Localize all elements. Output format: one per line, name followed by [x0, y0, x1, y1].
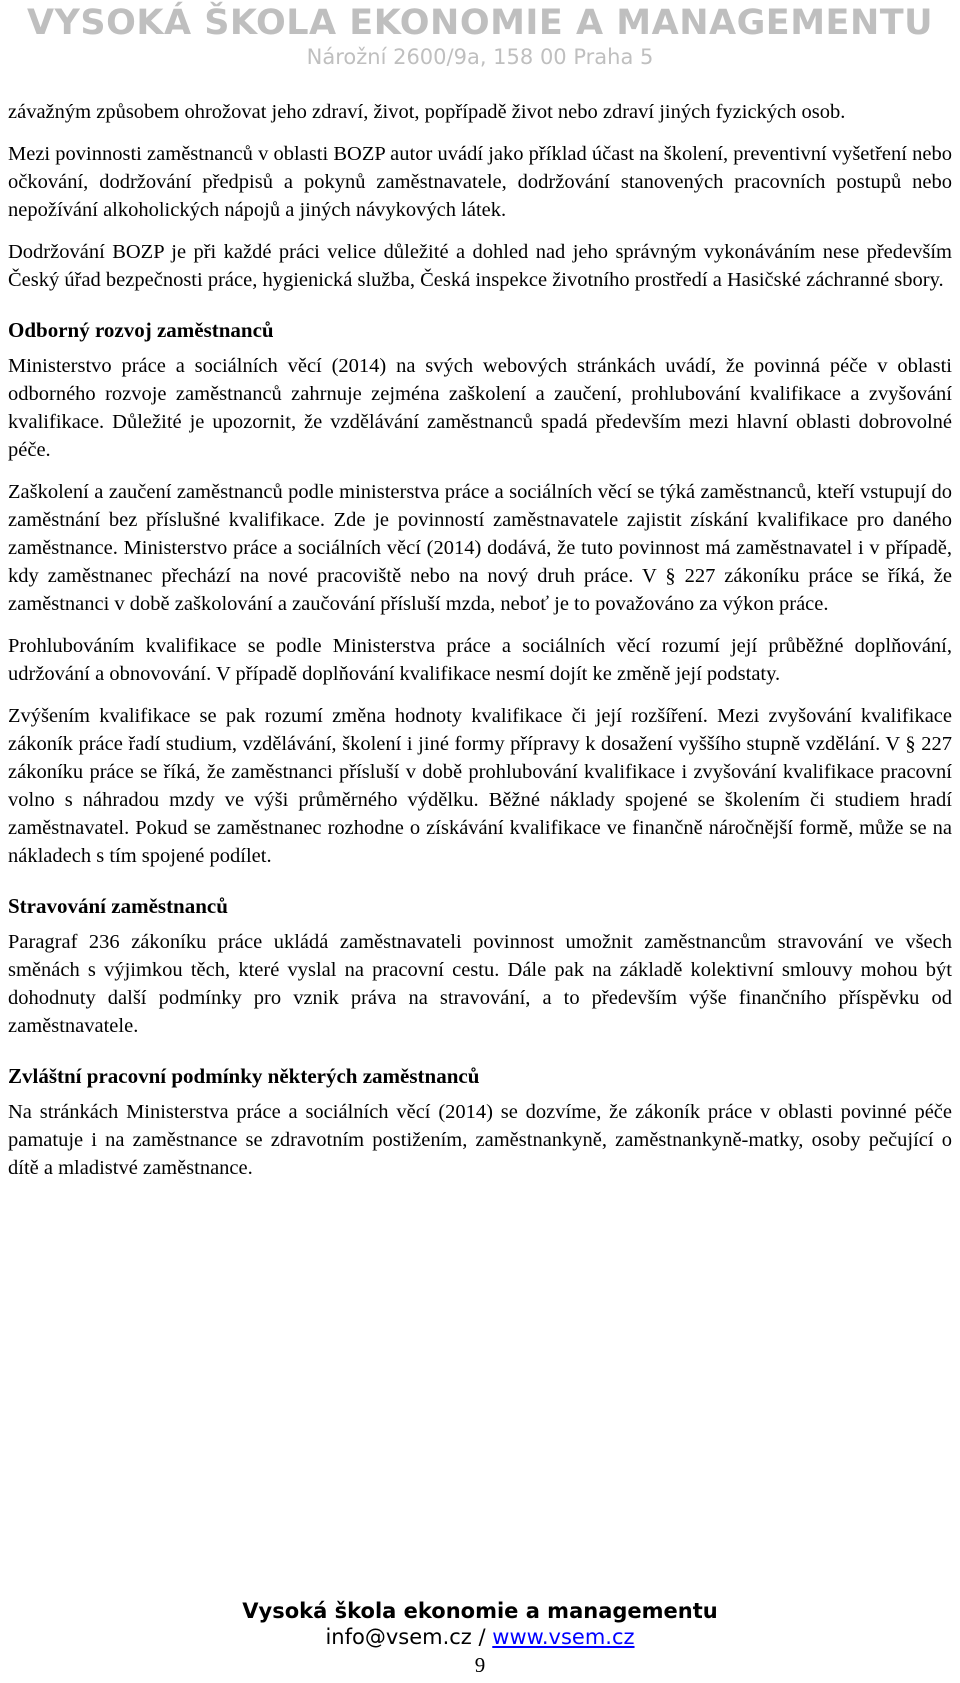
website-link[interactable]: www.vsem.cz: [492, 1625, 635, 1649]
paragraph: Dodržování BOZP je při každé práci velice důležité a dohled nad jeho správným vykonáváním nese především Český úřad bezpečnosti práce, hygienická služba, Česká inspekce životního prostředí a Hasičské záchranné sbory.: [8, 241, 952, 291]
page-header: [8, 0, 952, 70]
page-number: 9: [474, 1653, 486, 1677]
paragraph: Paragraf 236 zákoníku práce ukládá zaměstnavateli povinnost umožnit zaměstnancům stravování ve všech směnách s výjimkou těch, které vyslal na pracovní cestu. Dále pak na základě kolektivní smlouvy mohou být dohodnuty další podmínky pro vznik práva na stravování, a to především výše finančního příspěvku od zaměstnavatele.: [8, 931, 952, 1037]
header-title: VYSOKÁ ŠKOLA EKONOMIE A MANAGEMENTU: [26, 3, 934, 43]
paragraph: Mezi povinnosti zaměstnanců v oblasti BOZP autor uvádí jako příklad účast na školení, preventivní vyšetření nebo očkování, dodržování předpisů a pokynů zaměstnavatele, dodržování stanovených pracovních postupů nebo nepožívání alkoholických nápojů a jiných návykových látek.: [8, 143, 952, 221]
document-body: [8, 98, 952, 1182]
section-heading: Zvláštní pracovní podmínky některých zaměstnanců: [8, 1064, 480, 1088]
section-heading: Odborný rozvoj zaměstnanců: [8, 318, 274, 342]
paragraph: Zvýšením kvalifikace se pak rozumí změna hodnoty kvalifikace či její rozšíření. Mezi zvyšování kvalifikace zákoník práce řadí studium, vzdělávání, školení i jiné formy přípravy k dosažení vyššího stupně vzdělání. V § 227 zákoníku práce se říká, že zaměstnanci přísluší v době prohlubování kvalifikace i zvyšování kvalifikace pracovní volno s náhradou mzdy ve výši průměrného výdělku. Běžné náklady spojené se školením či studiem hradí zaměstnavatel. Pokud se zaměstnanec rozhodne o získávání kvalifikace ve finančně náročnější formě, může se na nákladech s tím spojené podílet.: [8, 705, 952, 867]
footer-email: info@vsem.cz: [325, 1625, 472, 1649]
header-address: Nárožní 2600/9a, 158 00 Praha 5: [306, 45, 654, 69]
footer-contact: [0, 1624, 960, 1650]
paragraph: Ministerstvo práce a sociálních věcí (2014) na svých webových stránkách uvádí, že povinná péče v oblasti odborného rozvoje zaměstnanců zahrnuje zejména zaškolení a zaučení, prohlubování kvalifikace a zvyšování kvalifikace. Důležité je upozornit, že vzdělávání zaměstnanců spadá především mezi hlavní oblasti dobrovolné péče.: [8, 355, 952, 461]
paragraph: Zaškolení a zaučení zaměstnanců podle ministerstva práce a sociálních věcí se týká zaměstnanců, kteří vstupují do zaměstnání bez příslušné kvalifikace. Zde je povinností zaměstnavatele zajistit získání kvalifikace pro daného zaměstnance. Ministerstvo práce a sociálních věcí (2014) dodává, že tuto povinnost má zaměstnavatel i v případě, kdy zaměstnanec přechází na nové pracoviště nebo na nový druh práce. V § 227 zákoníku práce se říká, že zaměstnanci v době zaškolování a zaučování přísluší mzda, neboť je to považováno za výkon práce.: [8, 481, 952, 615]
footer-title: Vysoká škola ekonomie a managementu: [242, 1599, 718, 1623]
paragraph: závažným způsobem ohrožovat jeho zdraví, život, popřípadě život nebo zdraví jiných fyzických osob.: [8, 101, 846, 123]
paragraph: Na stránkách Ministerstva práce a sociálních věcí (2014) se dozvíme, že zákoník práce v oblasti povinné péče pamatuje i na zaměstnance se zdravotním postižením, zaměstnankyně, zaměstnankyně-matky, osoby pečující o dítě a mladistvé zaměstnance.: [8, 1101, 952, 1179]
paragraph: Prohlubováním kvalifikace se podle Ministerstva práce a sociálních věcí rozumí její průběžné doplňování, udržování a obnovování. V případě doplňování kvalifikace nesmí dojít ke změně její podstaty.: [8, 635, 952, 685]
page-footer: [0, 1598, 960, 1678]
section-heading: Stravování zaměstnanců: [8, 894, 228, 918]
footer-separator: /: [471, 1625, 493, 1649]
